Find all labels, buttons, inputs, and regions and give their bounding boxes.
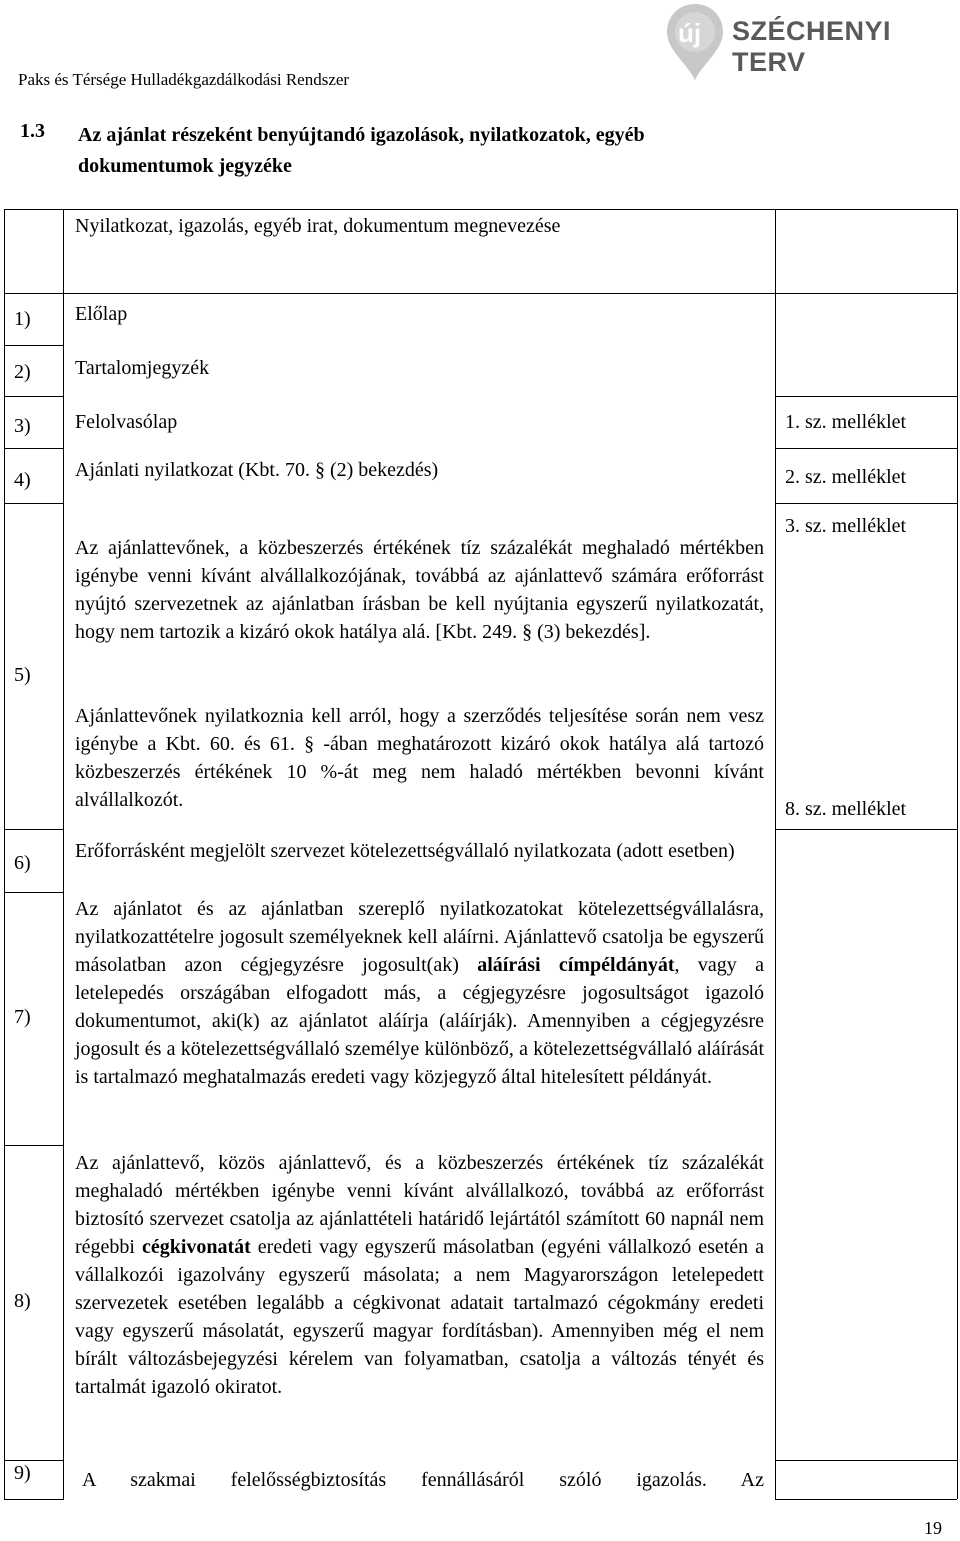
page-number: 19 <box>924 1518 942 1538</box>
row-number: 3) <box>14 415 31 437</box>
row-paragraph <box>75 895 764 1091</box>
section-title: Az ajánlat részeként benyújtandó igazolások, nyilatkozatok, egyéb dokumentumok jegyzéke <box>78 124 645 177</box>
row-annex: 3. sz. melléklet <box>785 515 907 537</box>
row-name: Előlap <box>75 303 128 325</box>
row-text: , vagy a letelepedés országában elfogadott más, a cégjegyzésre jogosultságot igazoló dokumentumot, aki(k) az ajánlatot aláírja (aláírják). Amennyiben a cégjegyzésre jogosult és a kötelezettségvállaló személye különböző, a kötelezettségvállaló aláírását is tartalmazó meghatalmazás eredeti vagy közjegyző által hitelesített példányát. <box>75 954 764 1088</box>
logo-badge-text: új <box>678 18 702 48</box>
row-bold-text: cégkivonatát <box>141 1236 251 1258</box>
document-header-title: Paks és Térsége Hulladékgazdálkodási Rendszer <box>18 70 350 89</box>
row-number: 1) <box>14 308 31 330</box>
row-number: 2) <box>14 361 31 383</box>
row-name: Felolvasólap <box>75 411 178 433</box>
szechenyi-terv-logo <box>664 2 954 82</box>
row-number: 7) <box>14 1006 31 1028</box>
row-name: Ajánlati nyilatkozat (Kbt. 70. § (2) bekezdés) <box>75 459 439 481</box>
row-number: 5) <box>14 664 31 686</box>
row-text: eredeti vagy egyszerű másolatban (egyéni vállalkozó esetén a vállalkozói igazolvány egyszerű másolata; a nem Magyarországon letelepedett szervezetek esetében legalább a cégkivonat adatait tartalmazó cégokmány eredeti vagy egyszerű másolatát, egyszerű magyar fordításban). Amennyiben még el nem bírált változásbejegyzési kérelem van folyamatban, csatolja a változás tényét és tartalmát igazoló okiratot. <box>75 1236 764 1398</box>
row-number: 6) <box>14 852 31 874</box>
row-bold-text: aláírási címpéldányát <box>477 954 675 976</box>
row-text: Az ajánlatot és az ajánlatban szereplő nyilatkozatokat kötelezettségvállalásra, nyilatkozattételre jogosult személyeknek kell aláírni. Ajánlattevő csatolja be egyszerű másolatban azon cégjegyzésre jogosult(ak) <box>75 898 764 976</box>
section-number: 1.3 <box>20 120 45 142</box>
row-name: A szakmai felelősségbiztosítás fennállásáról szóló igazolás. Az <box>82 1469 764 1491</box>
row-name: Tartalomjegyzék <box>75 357 210 379</box>
row-annex: 1. sz. melléklet <box>785 411 907 433</box>
row-annex: 2. sz. melléklet <box>785 466 907 488</box>
table-header: Nyilatkozat, igazolás, egyéb irat, dokumentum megnevezése <box>75 215 561 237</box>
row-paragraph: Ajánlattevőnek nyilatkoznia kell arról, hogy a szerződés teljesítése során nem vesz igénybe a Kbt. 60. és 61. § -ában meghatározott kizáró okok hatálya alá tartozó közbeszerzés értékének 10 %-át meg nem haladó mértékben bevonni kívánt alvállalkozót. <box>75 705 764 811</box>
row-number: 4) <box>14 469 31 491</box>
row-name: Erőforrásként megjelölt szervezet kötelezettségvállaló nyilatkozata (adott esetben) <box>75 840 735 862</box>
logo-text: SZÉCHENYI TERV <box>732 16 892 77</box>
row-number: 9) <box>14 1462 31 1484</box>
row-paragraph <box>75 1149 764 1401</box>
row-number: 8) <box>14 1290 31 1312</box>
row-paragraph: Az ajánlattevőnek, a közbeszerzés értékének tíz százalékát meghaladó mértékben igénybe venni kívánt alvállalkozójának, továbbá az ajánlattevő számára erőforrást nyújtó szervezetnek az ajánlatban írásban be kell nyújtania egyszerű nyilatkozatát, hogy nem tartozik a kizáró okok hatálya alá. [Kbt. 249. § (3) bekezdés]. <box>75 537 764 643</box>
row-text: Az ajánlattevő, közös ajánlattevő, és a közbeszerzés értékének tíz százalékát meghaladó mértékben igénybe venni kívánt alvállalkozó, továbbá az erőforrást biztosító szervezet csatolja az ajánlattételi határidő lejártától számított 60 napnál nem régebbi <box>75 1152 764 1258</box>
row-annex: 8. sz. melléklet <box>785 798 907 820</box>
